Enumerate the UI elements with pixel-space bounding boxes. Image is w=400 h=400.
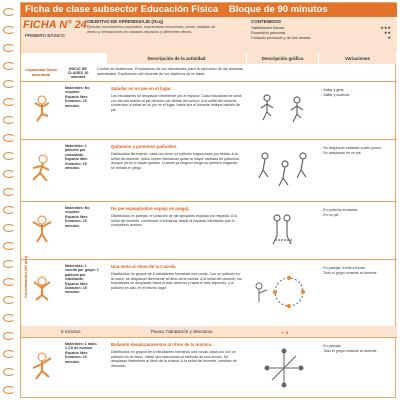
dancing-child-icon [25,352,59,382]
activity-variations: - En parejas, frente a frente. - Todo el grupo mirando al docente. [321,266,378,275]
ficha-number: FICHA N° 24 [23,19,87,31]
column-graphic: Descripción gráfica [247,53,319,64]
start-label: INICIO DE CLASES 10 minutos [67,67,89,79]
activity-graphic [253,150,315,190]
hopping-child-icon [25,94,59,124]
content-item: Habilidades físicas. ★★★ [251,25,391,30]
content-item: Expresión personal. ★★ [251,30,391,35]
jumping-child-icon [25,276,59,306]
activity-row [21,81,397,139]
binding-ring [3,242,15,250]
activity-graphic [253,348,315,388]
content-item: Cuidado personal y de los demás. ★ [251,35,391,40]
binding-ring [3,368,15,376]
strong-child-icon [25,214,59,244]
column-variations: Variaciones [319,53,397,64]
binding-ring [3,206,15,214]
binding-ring [3,152,15,160]
binding-ring [3,26,15,34]
activity-title: Saludar en un pie en el lugar. [111,86,172,91]
row-materials: Materiales: 1 radio. 1 CD de música. Espacio libre. Duración: 10 minutos. [65,342,98,364]
start-text: Control de Asistencia. Preparación de los estudiantes para la ejecución de las diversas actividades. Explicación del docente de los objetivos de la clase. [97,67,244,76]
binding-ring [3,134,15,142]
objective-text: Ejecutar movimientos corporales, expresando emociones, ideas, estados de ánimo y sensaciones en variados espacios y diferentes ritmos. [87,25,216,34]
activity-text: Los estudiantes se desplazan libremente por el espacio. Cada estudiante se toma con las dos manos el pie derecho por detrás del cuerpo. A la señal del docente, comienzan a saltar en un pie en el lugar, hasta que el docente indique cambio de pie. [111,94,242,112]
activity-row [21,337,397,399]
column-activity: Descripción de la actividad [107,53,247,64]
objective-title: OBJETIVO DE APRENDIZAJE (Ocq) [87,19,164,24]
capacity-label: Capacidad física abordada [25,67,57,77]
activity-title: Bailando desplazamientos al ritmo de la música. [111,342,213,347]
pause-band [21,326,397,337]
grade-label: PRIMERO BÁSICO [25,33,65,38]
binding-ring [3,188,15,196]
activity-variations: - En parejas. - Todo el grupo mirando al docente. [321,344,378,353]
row-materials: Materiales: 1 cuerda por grupo. 1 pañuelo por estudiante. Espacio libre. Duración: 15 minutos. [65,264,99,295]
activity-title: Una meta al ritmo de la Cuerda. [111,264,177,269]
binding-ring [3,8,15,16]
running-child-icon [25,154,59,184]
binding-ring [3,170,15,178]
activity-row [21,139,397,201]
activity-graphic [253,90,315,130]
row-materials: Materiales: No requiere. Espacio libre. Duración: 15 minutos. [65,206,90,228]
activity-text: Distribuidos en parejas, en posición de pie apoyados espalda con espalda. A la señal del docente, comienzan a enmarcar desde la espalda intentando que el compañero avance. [111,214,237,227]
activity-variations: - Se desplazan saltando a pies juntos. - Se desplazan en un pie. [321,146,382,155]
binding-ring [3,116,15,124]
sheet-header [21,17,397,53]
rating-stars: ★★★ [380,25,391,30]
activity-graphic [253,272,315,312]
contents-title: CONTENIDOS [251,19,282,24]
lesson-sheet [20,2,396,398]
binding-ring [3,296,15,304]
pause-time: 5 minutos [61,329,81,334]
activity-title: De pie espejo(sobre espejo en juego). [111,206,190,211]
binding-ring [3,278,15,286]
spiral-binding [0,0,18,400]
binding-ring [3,62,15,70]
sheet-title: Ficha de clase subsector Educación Física [25,4,219,15]
block-title: Bloque de 90 minutos [228,4,328,15]
contents-list [251,25,391,40]
rating-stars: ★★ [383,30,391,35]
activity-title: Quitamos y ponemos pañuelos. [111,144,178,149]
binding-ring [3,80,15,88]
activity-text: Distribuidos en grupos de 6 estudiantes formando una ronda. Con un pañuelo en la mano, se desplazan libremente al ritmo de la cuerda. A la señal del docente, los estudiantes se desplazan hacia el lado derecho y hacia el lado izquierdo, y el pañuelo en alto, en el mismo lugar. [111,272,242,290]
binding-ring [3,224,15,232]
activity-variations: - Saltar y girar. - Saltar y avanzar. [321,88,350,97]
activity-variations: - En posición sentados. - En un pie. [321,208,359,217]
binding-ring [3,314,15,322]
rating-stars: ★ [387,35,391,40]
activity-text: Distribuidos libremente, cada uno tiene un pañuelo enganchado por detrás. A la señal del docente, todos corren intentando quitar la mayor cantidad de pañuelos, aunque ya se lo hayan quitado. Cuando ya ninguno tenga su pañuelo colgando, se reinicia el juego. [111,152,240,170]
activity-row [21,201,397,259]
activity-text: Distribuidos en grupos de 8 estudiantes formando una ronda, cada uno con un pañuelo en la mano. Imitan que reaccionan al estímulo de una acción. Se desplazan libremente al ritmo de la música. A la señal del docente, cambian de dirección. [111,350,237,368]
binding-ring [3,332,15,340]
row-materials: Materiales: 1 pañuelo por estudiante. Espacio libre. Duración: 15 minutos. [65,144,89,171]
activity-row [21,259,397,326]
row-materials: Materiales: No requiere. Espacio libre. Duración: 15 minutos. [65,86,90,108]
title-bar [21,3,397,17]
activity-graphic [253,210,315,250]
side-label: Coordinación (40 min) [23,255,28,298]
binding-ring [3,260,15,268]
binding-ring [3,98,15,106]
binding-ring [3,44,15,52]
pause-text: Pausa: hidratación y descanso. [151,329,214,334]
binding-ring [3,386,15,394]
binding-ring [3,350,15,358]
water-icon: ● ♟ [281,330,290,335]
